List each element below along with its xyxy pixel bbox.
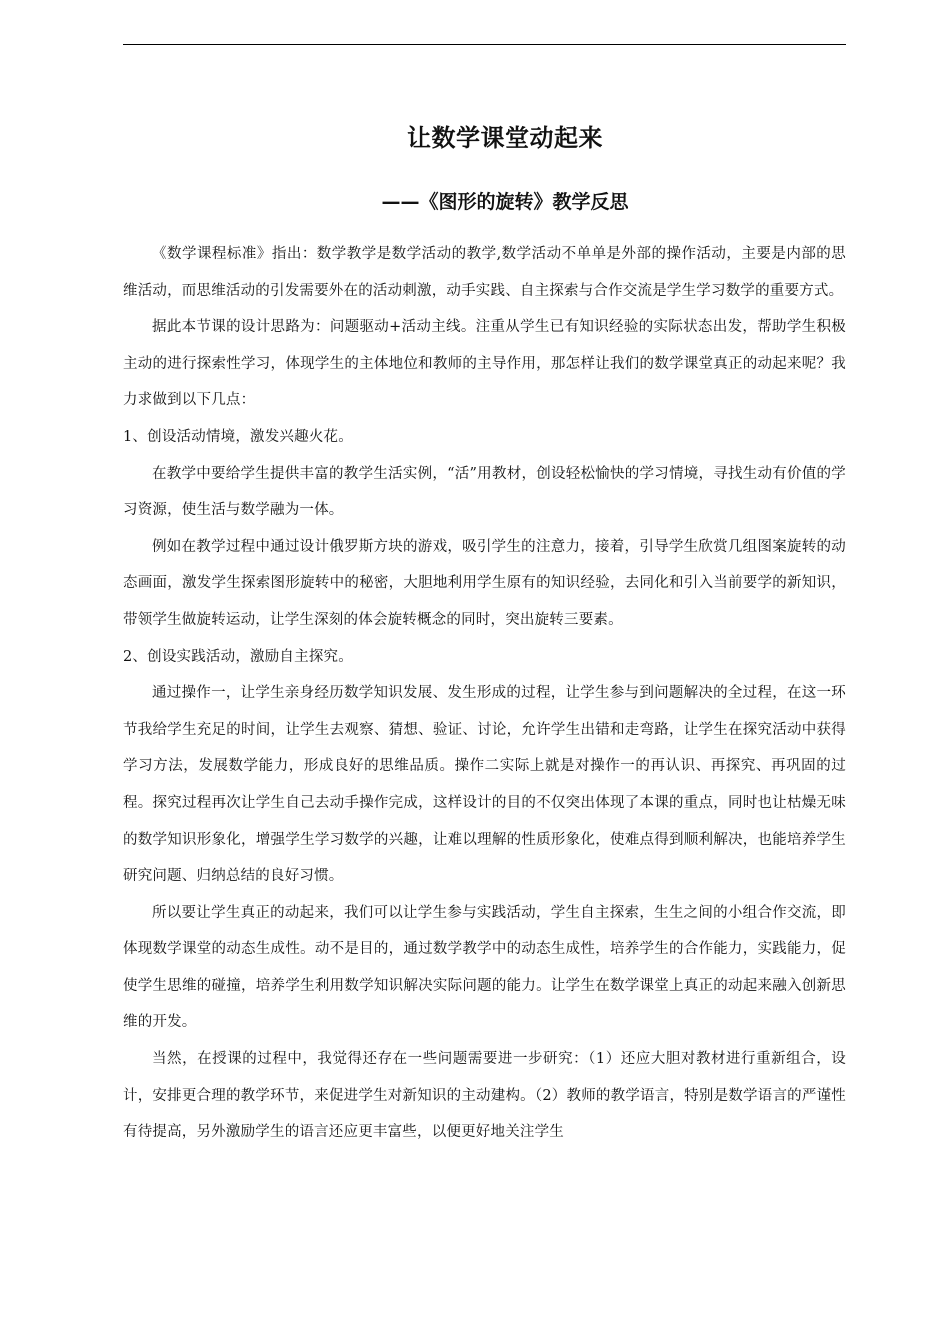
header-rule [123, 44, 846, 45]
section-heading-2: 2、创设实践活动，激励自主探究。 [123, 648, 353, 665]
paragraph-5: 通过操作一，让学生亲身经历数学知识发展、发生形成的过程，让学生参与到问题解决的全过程，在这一环节我给学生充足的时间，让学生去观察、猜想、验证、讨论，允许学生出错和走弯路，让学生在探究活动中获得学习方法，发展数学能力，形成良好的思维品质。操作二实际上就是对操作一的再认识、再探究、再巩固的过程。探究过程再次让学生自己去动手操作完成，这样设计的目的不仅突出体现了本课的重点，同时也让枯燥无味的数学知识形象化，增强学生学习数学的兴趣，让难以理解的性质形象化，使难点得到顺利解决，也能培养学生研究问题、归纳总结的良好习惯。 [123, 685, 846, 885]
document-title: 让数学课堂动起来 [407, 124, 603, 152]
section-heading-1: 1、创设活动情境，激发兴趣火花。 [123, 428, 353, 445]
paragraph-2: 据此本节课的设计思路为：问题驱动+活动主线。注重从学生已有知识经验的实际状态出发，帮助学生积极主动的进行探索性学习，体现学生的主体地位和教师的主导作用，那怎样让我们的数学课堂真正的动起来呢？我力求做到以下几点： [123, 319, 846, 409]
document-body [123, 236, 846, 1151]
paragraph-1: 《数学课程标准》指出：数学教学是数学活动的教学,数学活动不单单是外部的操作活动，主要是内部的思维活动，而思维活动的引发需要外在的活动刺激，动手实践、自主探索与合作交流是学生学习数学的重要方式。 [123, 246, 846, 299]
document-subtitle: ——《图形的旋转》教学反思 [381, 191, 629, 213]
paragraph-3: 在教学中要给学生提供丰富的教学生活实例，“活”用教材，创设轻松愉快的学习情境，寻找生动有价值的学习资源，使生活与数学融为一体。 [123, 465, 846, 519]
paragraph-7: 当然，在授课的过程中，我觉得还存在一些问题需要进一步研究：（1）还应大胆对教材进行重新组合，设计，安排更合理的教学环节，来促进学生对新知识的主动建构。（2）教师的教学语言，特别是数学语言的严谨性有待提高，另外激励学生的语言还应更丰富些，以便更好地关注学生 [123, 1051, 846, 1141]
paragraph-4: 例如在教学过程中通过设计俄罗斯方块的游戏，吸引学生的注意力，接着，引导学生欣赏几组图案旋转的动态画面，激发学生探索图形旋转中的秘密，大胆地利用学生原有的知识经验，去同化和引入当前要学的新知识，带领学生做旋转运动，让学生深刻的体会旋转概念的同时，突出旋转三要素。 [123, 538, 846, 628]
paragraph-6: 所以要让学生真正的动起来，我们可以让学生参与实践活动，学生自主探索，生生之间的小组合作交流，即体现数学课堂的动态生成性。动不是目的，通过数学教学中的动态生成性，培养学生的合作能力，实践能力，促使学生思维的碰撞，培养学生利用数学知识解决实际问题的能力。让学生在数学课堂上真正的动起来融入创新思维的开发。 [123, 904, 846, 1031]
